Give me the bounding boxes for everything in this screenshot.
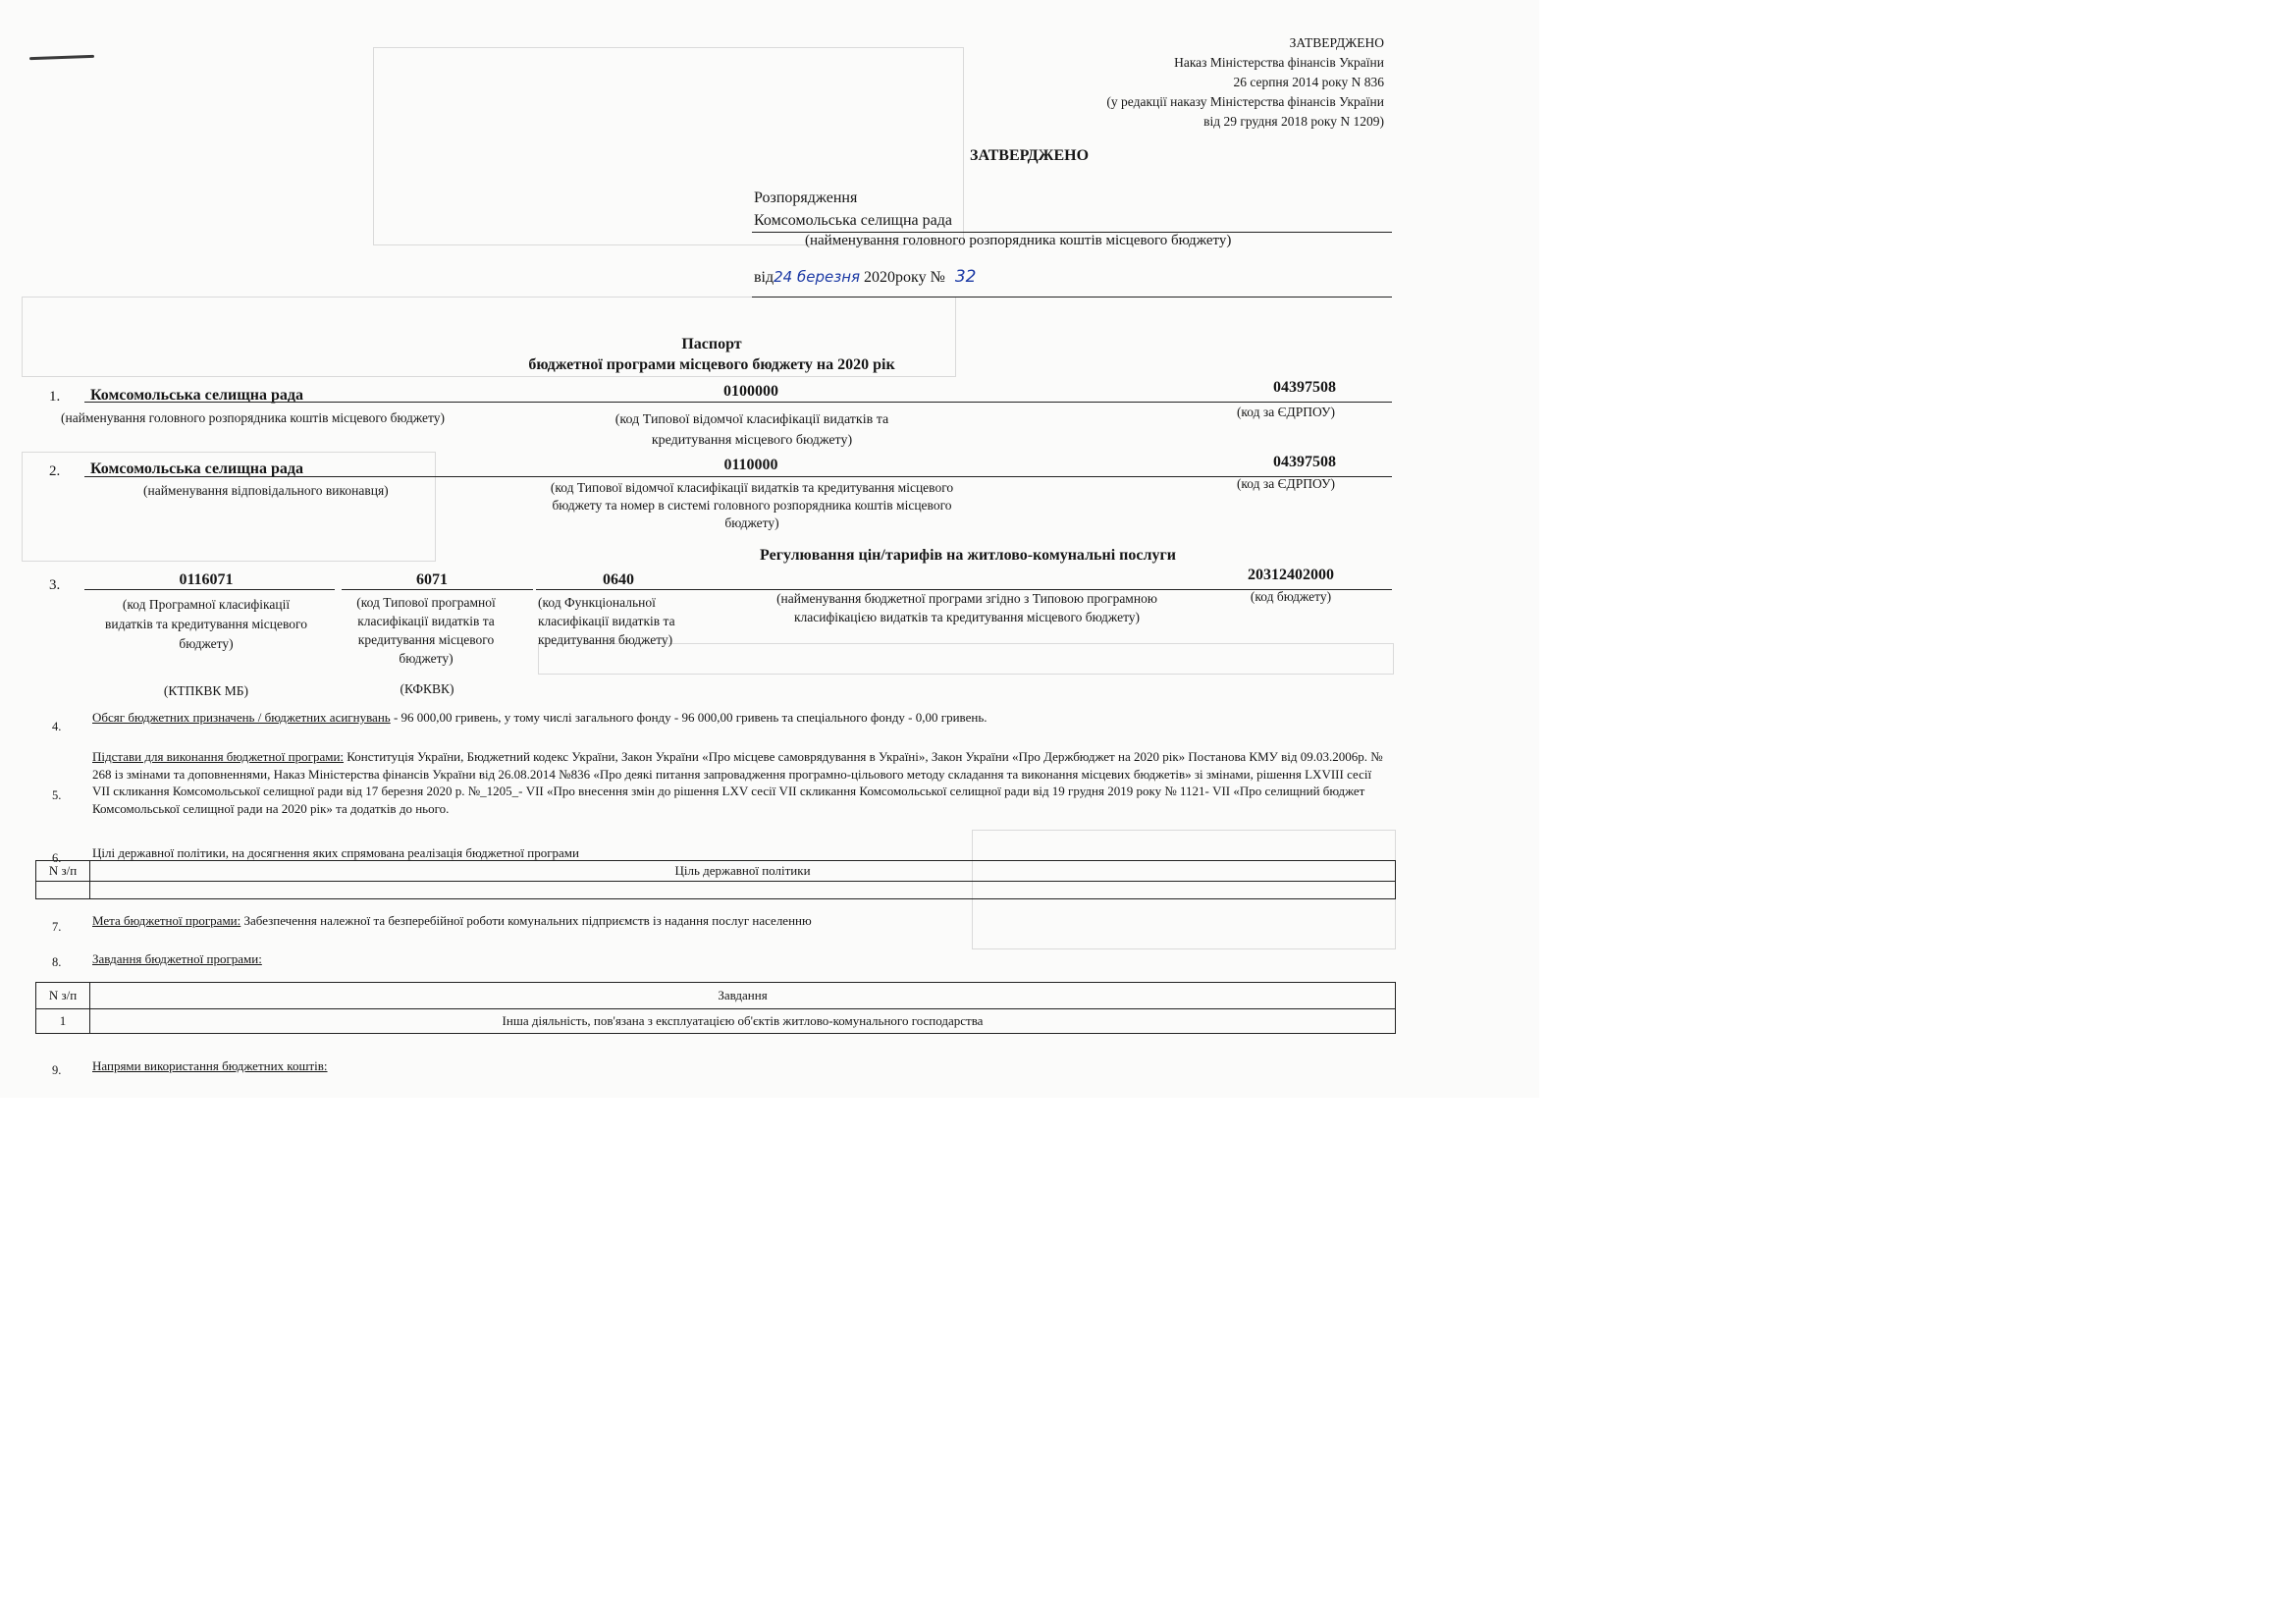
- item4-label: Обсяг бюджетних призначень / бюджетних асигнувань: [92, 710, 391, 725]
- goals-cell-goal: [90, 882, 1396, 899]
- goals-table-row: [36, 882, 1396, 899]
- tasks-cell-num: 1: [36, 1009, 90, 1034]
- item2-name: Комсомольська селищна рада: [90, 460, 303, 477]
- item1-code: 0100000: [723, 383, 778, 400]
- approval-line-2: Наказ Міністерства фінансів України: [1174, 55, 1384, 70]
- item8-number: 8.: [52, 955, 62, 969]
- item3-underline-2: [342, 589, 533, 590]
- item3-budget-code: 20312402000: [1248, 567, 1334, 583]
- approval-line-1: ЗАТВЕРДЖЕНО: [1289, 35, 1384, 50]
- item6-label: Цілі державної політики, на досягнення яких спрямована реалізація бюджетної програми: [92, 845, 579, 860]
- date-suffix: 2020року №: [864, 269, 945, 286]
- approved-org-caption: (найменування головного розпорядника коштів місцевого бюджету): [805, 233, 1232, 248]
- item9-label: Напрями використання бюджетних коштів:: [92, 1058, 328, 1073]
- staple-mark: [29, 55, 94, 60]
- item4-text: - 96 000,00 гривень, у тому числі загального фонду - 96 000,00 гривень та спеціального фонду - 0,00 гривень.: [390, 710, 988, 725]
- item3-ktpkvk: 0116071: [179, 571, 234, 588]
- approved-date-row: [754, 267, 976, 287]
- item7-label: Мета бюджетної програми:: [92, 913, 241, 928]
- item1-edrpou: 04397508: [1273, 379, 1336, 396]
- item5-number: 5.: [52, 788, 62, 802]
- item2-number: 2.: [49, 463, 61, 479]
- item8-label: Завдання бюджетної програми:: [92, 951, 262, 966]
- item2-underline: [84, 476, 1392, 477]
- goals-col-num: N з/п: [36, 861, 90, 882]
- item7-number: 7.: [52, 920, 62, 934]
- item2-edrpou: 04397508: [1273, 454, 1336, 470]
- item3-fkvk-caption: (код Функціональної класифікації видатків та кредитування бюджету): [538, 595, 675, 647]
- tasks-table-row: [36, 1009, 1396, 1034]
- item3-program-name: Регулювання цін/тарифів на житлово-комунальні послуги: [760, 547, 1176, 564]
- approved-date-underline: [752, 297, 1392, 298]
- item7-text: Забезпечення належної та безперебійної роботи комунальних підприємств із надання послуг населенню: [240, 913, 812, 928]
- item5-paragraph: [92, 748, 1390, 817]
- item1-name: Комсомольська селищна рада: [90, 387, 303, 404]
- item2-code-caption: (код Типової відомчої класифікації видатків та кредитування місцевого бюджету та номер в системі головного розпорядника коштів місцевого бюджету): [550, 480, 954, 530]
- handwritten-number: 32: [954, 267, 977, 287]
- passport-subtitle: бюджетної програми місцевого бюджету на 2020 рік: [528, 356, 895, 373]
- tasks-col-task: Завдання: [90, 983, 1396, 1009]
- tasks-table: [35, 982, 1396, 1034]
- approved-doc-type: Розпорядження: [754, 189, 858, 206]
- goals-cell-num: [36, 882, 90, 899]
- item3-underline-1: [84, 589, 335, 590]
- item2-name-caption: (найменування відповідального виконавця): [143, 483, 389, 498]
- approved-title: ЗАТВЕРДЖЕНО: [970, 147, 1090, 164]
- item1-edrpou-caption: (код за ЄДРПОУ): [1236, 405, 1336, 419]
- tasks-table-header: [36, 983, 1396, 1009]
- item1-code-caption: (код Типової відомчої класифікації видатків та кредитування місцевого бюджету): [614, 412, 889, 448]
- item3-fkvk: 0640: [603, 571, 634, 588]
- goals-table: [35, 860, 1396, 899]
- passport-title: Паспорт: [681, 336, 742, 352]
- item3-program-caption: (найменування бюджетної програми згідно з Типовою програмною класифікацією видатків та кредитування місцевого бюджету): [776, 591, 1157, 624]
- goals-table-header: [36, 861, 1396, 882]
- item3-ktpkvk-abbr: (КТПКВК МБ): [163, 683, 249, 698]
- date-prefix: від: [754, 269, 774, 286]
- item4-line: [92, 710, 1388, 726]
- item5-label: Підстави для виконання бюджетної програми:: [92, 749, 345, 764]
- item2-code: 0110000: [723, 457, 778, 473]
- item1-number: 1.: [49, 389, 61, 405]
- approval-line-5: від 29 грудня 2018 року N 1209): [1203, 114, 1384, 129]
- item3-ktpkvk-caption: (код Програмної класифікації видатків та кредитування місцевого бюджету): [105, 597, 307, 651]
- handwritten-date: 24 березня: [774, 268, 861, 286]
- item3-number: 3.: [49, 577, 61, 593]
- item3-budget-caption: (код бюджету): [1250, 589, 1332, 604]
- item6-number: 6.: [52, 851, 62, 865]
- tasks-col-num: N з/п: [36, 983, 90, 1009]
- approval-line-3: 26 серпня 2014 року N 836: [1233, 75, 1384, 89]
- item4-number: 4.: [52, 720, 62, 733]
- approved-org: Комсомольська селищна рада: [754, 212, 952, 229]
- tasks-cell-task: Інша діяльність, пов'язана з експлуатацією об'єктів житлово-комунального господарства: [90, 1009, 1396, 1034]
- item3-tpkvk-caption: (код Типової програмної класифікації видатків та кредитування місцевого бюджету): [356, 595, 496, 666]
- item5-text: Конституція України, Бюджетний кодекс України, Закон України «Про місцеве самоврядування в Україні», Закон України «Про Держбюджет на 2020 рік» Постанова КМУ від 09.03.2006р. № 268 із змінами та доповненнями, Наказ Міністерства фінансів України від 26.08.2014 №836 «Про деякі питання запровадження програмно-цільового методу складання та виконання місцевих бюджетів» зі змінами, рішення LXVIII сесії VII скликання Комсомольської селищної ради від 17 березня 2020 р. №_1205_- VII «Про внесення змін до рішення LXV сесії VII скликання Комсомольської селищної ради від 19 грудня 2019 року № 1121- VII «Про селищний бюджет Комсомольської селищної ради на 2020 рік» та додатків до нього.: [92, 749, 1383, 816]
- item7-line: [92, 913, 812, 929]
- item2-edrpou-caption: (код за ЄДРПОУ): [1236, 476, 1336, 491]
- item3-tpkvk-abbr: (КФКВК): [400, 681, 454, 696]
- item3-tpkvk: 6071: [416, 571, 448, 588]
- document-page: [0, 0, 1539, 1098]
- goals-col-goal: Ціль державної політики: [90, 861, 1396, 882]
- item1-underline: [84, 402, 1392, 403]
- approval-line-4: (у редакції наказу Міністерства фінансів України: [1106, 94, 1384, 109]
- item1-name-caption: (найменування головного розпорядника коштів місцевого бюджету): [61, 410, 445, 425]
- item9-number: 9.: [52, 1063, 62, 1077]
- approval-header: [1106, 33, 1384, 132]
